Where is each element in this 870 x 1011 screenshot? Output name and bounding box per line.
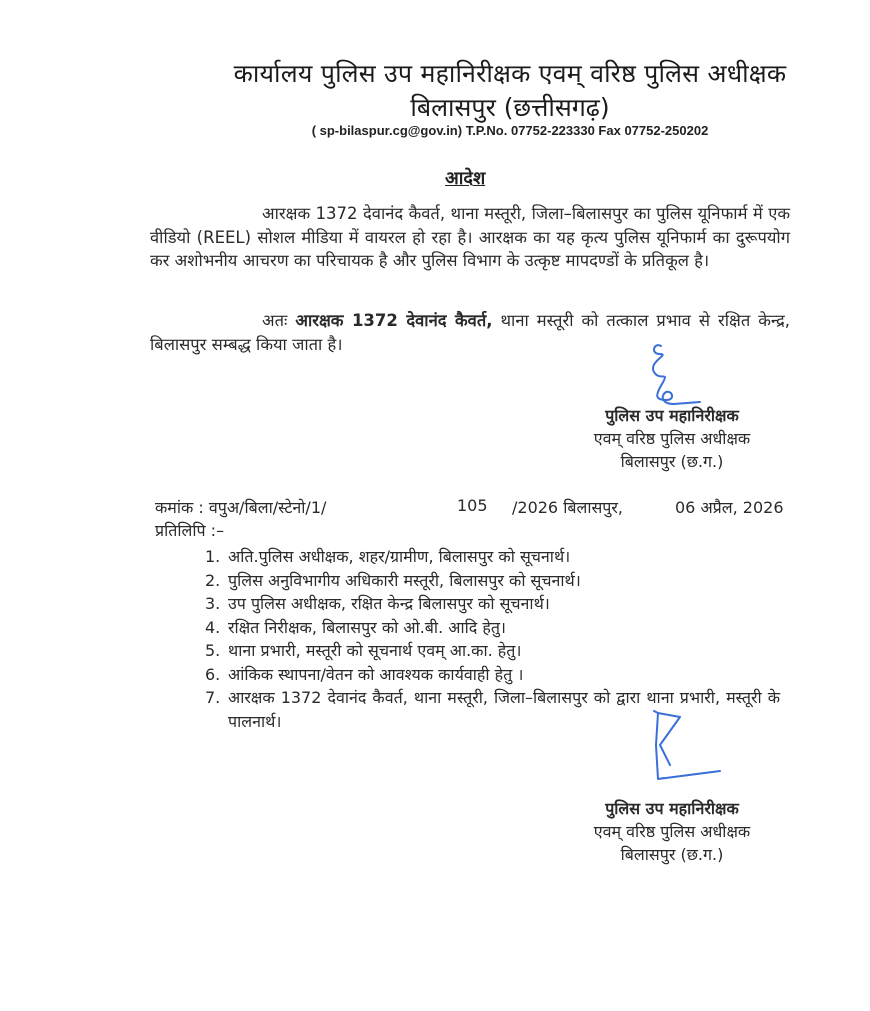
signatory-location: बिलासपुर (छ.ग.)	[620, 845, 724, 864]
copy-label: प्रतिलिपि :–	[155, 521, 225, 540]
office-contact: ( sp-bilaspur.cg@gov.in) T.P.No. 07752-223330 Fax 07752-250202	[311, 123, 709, 138]
reference-year-place: /2026 बिलासपुर,	[512, 498, 624, 517]
signatory-title: पुलिस उप महानिरीक्षक	[605, 406, 739, 425]
list-item: 2. पुलिस अनुविभागीय अधिकारी मस्तूरी, बिलासपुर को सूचनार्थ।	[205, 570, 581, 590]
signatory-block-2	[562, 797, 782, 866]
signatory-title: पुलिस उप महानिरीक्षक	[605, 799, 739, 818]
list-item: 3. उप पुलिस अधीक्षक, रक्षित केन्द्र बिलासपुर को सूचनार्थ।	[205, 594, 550, 613]
reference-date: 06 अप्रैल, 2026	[675, 498, 784, 517]
signature-icon	[640, 705, 750, 785]
signatory-designation: एवम् वरिष्ठ पुलिस अधीक्षक	[593, 429, 751, 448]
office-heading: कार्यालय पुलिस उप महानिरीक्षक एवम् वरिष्ठ पुलिस अधीक्षक	[233, 59, 787, 88]
list-item: 4. रक्षित निरीक्षक, बिलासपुर को ओ.बी. आदि हेतु।	[205, 617, 506, 637]
paragraph-2-bold: आरक्षक 1372 देवानंद कैवर्त,	[295, 311, 493, 330]
signatory-location: बिलासपुर (छ.ग.)	[620, 452, 724, 471]
office-location: बिलासपुर (छत्तीसगढ़)	[410, 93, 610, 122]
list-item: 1. अति.पुलिस अधीक्षक, शहर/ग्रामीण, बिलासपुर को सूचनार्थ।	[205, 547, 571, 566]
order-paragraph-1: आरक्षक 1372 देवानंद कैवर्त, थाना मस्तूरी, जिला–बिलासपुर का पुलिस यूनिफार्म में एक वीडियो (REEL) सोशल मीडिया में वायरल हो रहा है। आरक्षक का यह कृत्य पुलिस यूनिफार्म का दुरूपयोग कर अशोभनीय आचरण का परिचायक है और पुलिस विभाग के उत्कृष्ट मापदण्डों के प्रतिकूल है।	[150, 204, 790, 270]
order-title: आदेश	[445, 168, 486, 189]
list-item: 5. थाना प्रभारी, मस्तूरी को सूचनार्थ एवम् आ.का. हेतु।	[205, 641, 522, 660]
reference-number-prefix: कमांक : वपुअ/बिला/स्टेनो/1/	[155, 498, 327, 517]
paragraph-2-prefix: अतः	[262, 311, 296, 330]
list-item: 6. आंकिक स्थापना/वेतन को आवश्यक कार्यवाही हेतु ।	[205, 664, 524, 684]
signatory-designation: एवम् वरिष्ठ पुलिस अधीक्षक	[593, 822, 751, 841]
reference-number: 105	[457, 496, 488, 515]
signatory-block-1	[562, 404, 782, 473]
paragraph-2-rest: थाना मस्तूरी को तत्काल प्रभाव से रक्षित केन्द्र, बिलासपुर सम्बद्ध किया जाता है।	[150, 311, 790, 354]
list-item: 7. आरक्षक 1372 देवानंद कैवर्त, थाना मस्तूरी, जिला–बिलासपुर को द्वारा थाना प्रभारी, मस्तूरी के पालनार्थ।	[205, 688, 780, 731]
